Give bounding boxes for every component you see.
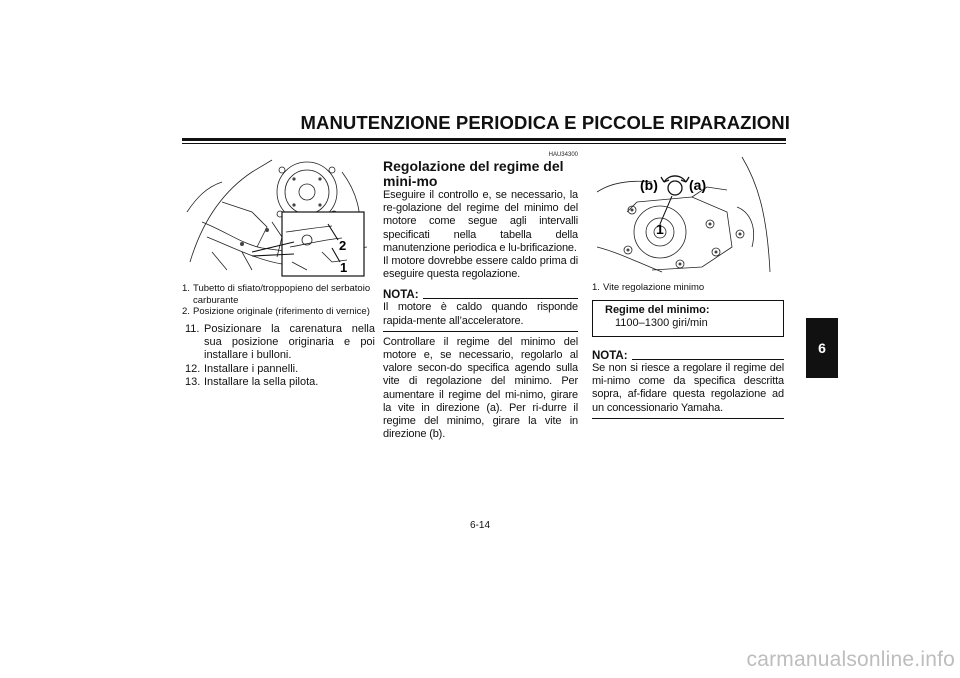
step-text: Posizionare la carenatura nella sua posizione originaria e poi installare i bulloni. [204,323,375,362]
figure1-caption [182,283,382,318]
nota-label: NOTA: [592,350,628,362]
engine-breather-illustration [182,152,372,278]
caption-text: Vite regolazione minimo [603,282,705,293]
nota-header [383,289,578,301]
section-paragraph: Il motore dovrebbe essere caldo prima di eseguire questa regolazione. [383,255,578,281]
procedure-steps [185,323,375,389]
header-rule-thin [182,143,786,144]
spec-label: Regime del minimo: [605,304,710,316]
nota-text: Il motore è caldo quando risponde rapida-mente all’acceleratore. [383,301,578,327]
section-paragraph: Controllare il regime del minimo del motore e, se necessario, regolarlo al valore secon-do specifica agendo sulla vite di regolazione del minimo. Per aumentare il regime del mi-nimo, girare la vite in direzione (a). Per ri-durre il regime del minimo, girare la vite in direzione (b). [383,335,578,441]
direction-b-label: (b) [640,177,658,193]
step-number: 12. [185,362,201,375]
step-number: 13. [185,375,201,388]
nota-close-rule [383,331,578,332]
step-text: Installare i pannelli. [204,362,299,375]
nota-label: NOTA: [383,289,419,302]
section-paragraph: Eseguire il controllo e, se necessario, la re-golazione del regime del minimo del motore come segue agli intervalli specificati nella tabella della manutenzione periodica e lu-brificazione. [383,189,578,254]
watermark-text: carmanualsonline.info [746,648,955,671]
idle-spec-column [592,300,784,423]
figure1-callout-1: 1 [340,260,348,275]
caption-item [182,283,382,306]
chapter-tab: 6 [806,318,838,378]
nota-header [592,350,784,362]
step-item [185,363,375,376]
header-rule-thick [182,138,786,141]
caption-number: 2. [182,306,190,317]
section-title: Regolazione del regime del mini-mo [383,158,564,189]
caption-item [592,282,792,294]
caption-number: 1. [592,282,600,293]
step-text: Installare la sella pilota. [204,375,319,388]
page-header-title: MANUTENZIONE PERIODICA E PICCOLE RIPARAZIONI [300,112,790,133]
section-code: HAU34300 [548,152,578,158]
step-item [185,323,375,363]
figure2-caption [592,282,792,294]
nota-text: Se non si riesce a regolare il regime del mi-nimo come da specifica descritta sopra, af-fidare questa regolazione ad un concessionario Yamaha. [592,362,784,414]
caption-text: Tubetto di sfiato/troppopieno del serbatoio carburante [193,283,371,306]
caption-text: Posizione originale (riferimento di vernice) [193,306,370,317]
caption-number: 1. [182,283,190,294]
spec-value: 1100–1300 giri/min [615,317,708,329]
page-number: 6-14 [469,520,490,531]
idle-speed-spec-box [592,300,784,337]
figure2-callout-1: 1 [656,221,664,237]
step-item [185,376,375,389]
step-number: 11. [185,323,200,335]
figure1-callout-2: 2 [339,238,347,253]
nota-rule [423,298,578,299]
nota-rule [632,359,784,360]
nota-close-rule [592,418,784,419]
direction-a-label: (a) [689,177,707,193]
caption-item [182,306,382,318]
idle-screw-illustration [592,152,784,278]
idle-speed-section [383,152,578,441]
